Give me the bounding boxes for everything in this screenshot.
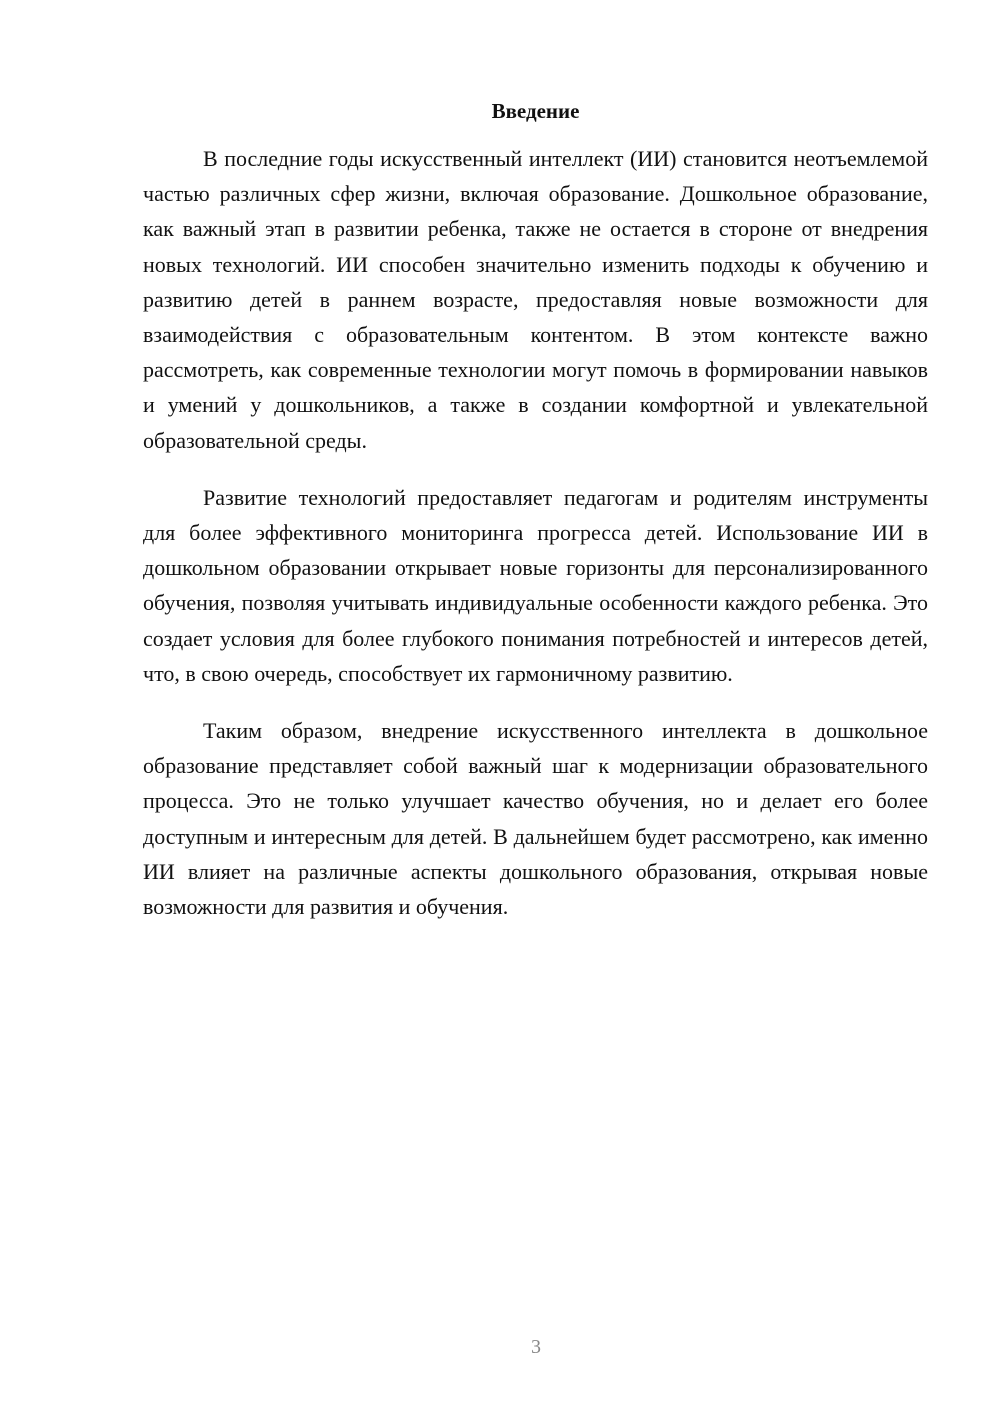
body-text bbox=[143, 141, 928, 946]
paragraph-1: В последние годы искусственный интеллект (ИИ) становится неотъемлемой частью различных сфер жизни, включая образование. Дошкольное образование, как важный этап в развитии ребенка, также не остается в стороне от внедрения новых технологий. ИИ способен значительно изменить подходы к обучению и развитию детей в раннем возрасте, предоставляя новые возможности для взаимодействия с образовательным контентом. В этом контексте важно рассмотреть, как современные технологии могут помочь в формировании навыков и умений у дошкольников, а также в создании комфортной и увлекательной образовательной среды. bbox=[143, 146, 928, 453]
paragraph-2: Развитие технологий предоставляет педагогам и родителям инструменты для более эффективного мониторинга прогресса детей. Использование ИИ в дошкольном образовании открывает новые горизонты для персонализированного обучения, позволяя учитывать индивидуальные особенности каждого ребенка. Это создает условия для более глубокого понимания потребностей и интересов детей, что, в свою очередь, способствует их гармоничному развитию. bbox=[143, 484, 928, 686]
page-number: 3 bbox=[531, 1336, 541, 1358]
paragraph-3: Таким образом, внедрение искусственного интеллекта в дошкольное образование представляет собой важный шаг к модернизации образовательного процесса. Это не только улучшает качество обучения, но и делает его более доступным и интересным для детей. В дальнейшем будет рассмотрено, как именно ИИ влияет на различные аспекты дошкольного образования, открывая новые возможности для развития и обучения. bbox=[143, 718, 928, 920]
page-title: Введение bbox=[491, 99, 580, 123]
